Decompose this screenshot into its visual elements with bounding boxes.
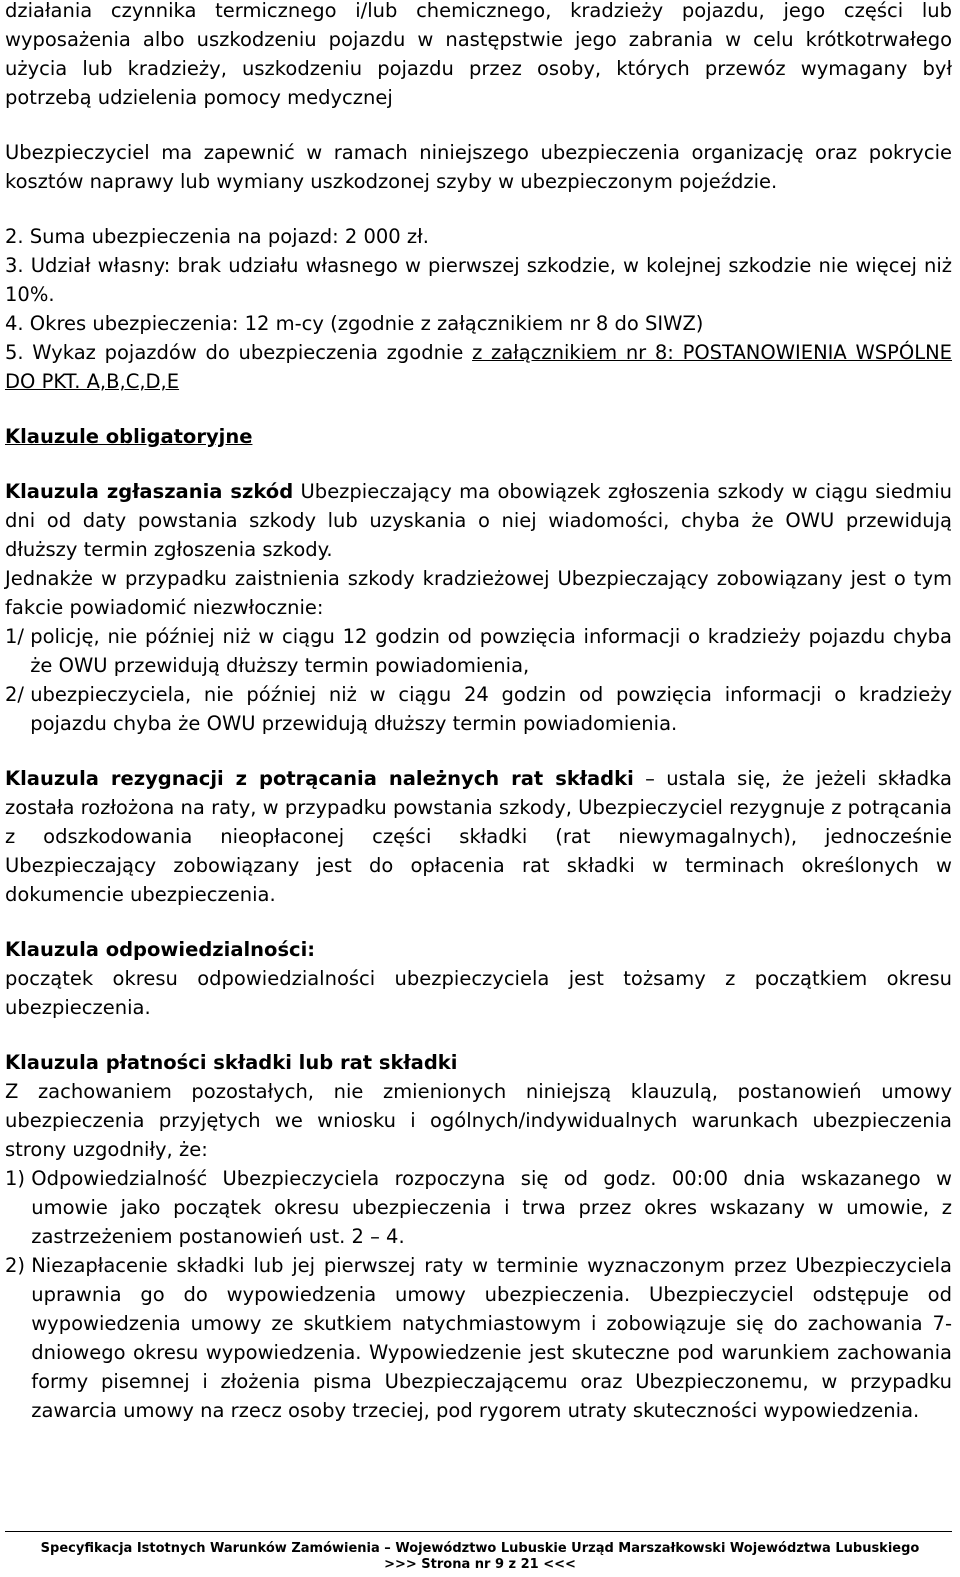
vehicle-list-item	[5, 338, 952, 396]
clause-report-paragraph	[5, 477, 952, 564]
list-text: Odpowiedzialność Ubezpieczyciela rozpoczyna się od godz. 00:00 dnia wskazanego w umowie jako początek okresu ubezpieczenia i trwa przez okres wskazany w umowie, z zastrzeżeniem postanowień ust. 2 – 4.	[31, 1167, 952, 1248]
footer-title: Specyfikacja Istotnych Warunków Zamówienia – Województwo Lubuskie Urząd Marszałkowski Województwa Lubuskiego	[40, 1541, 920, 1556]
payment-item-2	[5, 1251, 952, 1425]
clause-report-text: Ubezpieczający ma obowiązek zgłoszenia szkody w ciągu siedmiu dni od daty powstania szkody lub uzyskania o niej wiadomości, chyba że OWU przewidują dłuższy termin zgłoszenia szkody.	[5, 480, 952, 561]
deductible-item	[5, 251, 952, 309]
clause-payment-title: Klauzula płatności składki lub rat składki	[5, 1051, 458, 1074]
heading-obligatory-clauses: Klauzule obligatoryjne	[5, 425, 253, 448]
spacer	[5, 451, 952, 477]
spacer	[5, 196, 952, 222]
theft-intro: Jednakże w przypadku zaistnienia szkody kradzieżowej Ubezpieczający zobowiązany jest o tym fakcie powiadomić niezwłocznie:	[5, 567, 952, 619]
vehicle-list-prefix: 5. Wykaz pojazdów do ubezpieczenia zgodnie	[5, 341, 473, 364]
list-number: 2/	[5, 683, 31, 706]
insurance-period-item: 4. Okres ubezpieczenia: 12 m-cy (zgodnie z załącznikiem nr 8 do SIWZ)	[5, 312, 704, 335]
clause-installments-paragraph	[5, 764, 952, 909]
clause-installments-text: – ustala się, że jeżeli składka została rozłożona na raty, w przypadku powstania szkody, Ubezpieczyciel rezygnuje z potrącania z odszkodowania nieopłaconej części składki (rat niewymagalnych), jednocześnie Ubezpieczający zobowiązany jest do opłacenia rat składki w terminach określonych w dokumencie ubezpieczenia.	[5, 767, 952, 906]
clause-payment-intro: Z zachowaniem pozostałych, nie zmienionych niniejszą klauzulą, postanowień umowy ubezpieczenia przyjętych we wniosku i ogólnych/indywidualnych warunkach ubezpieczenia strony uzgodniły, że:	[5, 1080, 952, 1161]
clause-installments-title: Klauzula rezygnacji z potrącania należnych rat składki	[5, 767, 634, 790]
footer-divider	[5, 1531, 952, 1532]
list-number: 1/	[5, 625, 31, 648]
theft-notify-item-1	[5, 622, 952, 680]
clause-report-title: Klauzula zgłaszania szkód	[5, 480, 294, 503]
spacer	[5, 738, 952, 764]
payment-item-1	[5, 1164, 952, 1251]
spacer	[5, 112, 952, 138]
document-page	[5, 0, 952, 1425]
clause-liability-title: Klauzula odpowiedzialności:	[5, 938, 316, 961]
theft-notify-item-2	[5, 680, 952, 738]
list-text: policję, nie później niż w ciągu 12 godzin od powzięcia informacji o kradzieży pojazdu chyba że OWU przewidują dłuższy termin powiadomienia,	[30, 625, 952, 677]
spacer	[5, 909, 952, 935]
footer-page-number: >>> Strona nr 9 z 21 <<<	[384, 1557, 576, 1572]
clause-liability-text: początek okresu odpowiedzialności ubezpieczyciela jest tożsamy z początkiem okresu ubezpieczenia.	[5, 967, 952, 1019]
paragraph-glass-coverage: Ubezpieczyciel ma zapewnić w ramach niniejszego ubezpieczenia organizację oraz pokrycie kosztów naprawy lub wymiany uszkodzonej szyby w ubezpieczonym pojeździe.	[5, 141, 952, 193]
list-number: 2)	[5, 1254, 32, 1277]
list-text: Niezapłacenie składki lub jej pierwszej raty w terminie wyznaczonym przez Ubezpieczyciela uprawnia go do wypowiedzenia umowy ubezpieczenia. Ubezpieczyciel odstępuje od wypowiedzenia umowy ze skutkiem natychmiastowym i zobowiązuje się do zachowania 7-dniowego okresu wypowiedzenia. Wypowiedzenie jest skuteczne pod warunkiem zachowania formy pisemnej i złożenia pisma Ubezpieczającemu oraz Ubezpieczonemu, w przypadku zawarcia umowy na rzecz osoby trzeciej, pod rygorem utraty skuteczności wypowiedzenia.	[31, 1254, 952, 1422]
spacer	[5, 396, 952, 422]
paragraph-damage-causes: działania czynnika termicznego i/lub chemicznego, kradzieży pojazdu, jego części lub wyposażenia albo uszkodzeniu pojazdu w następstwie jego zabrania w celu krótkotrwałego użycia lub kradzieży, uszkodzeniu pojazdu przez osoby, których przewóz wymagany był potrzebą udzielenia pomocy medycznej	[5, 0, 952, 109]
list-number: 1)	[5, 1167, 32, 1190]
sum-insured-item: 2. Suma ubezpieczenia na pojazd: 2 000 zł.	[5, 225, 429, 248]
annex-reference-link[interactable]: z załącznikiem nr 8: POSTANOWIENIA WSPÓLNE DO PKT. A,B,C,D,E	[5, 341, 953, 393]
deductible-text: 3. Udział własny: brak udziału własnego w pierwszej szkodzie, w kolejnej szkodzie nie więcej niż 10%.	[5, 254, 952, 306]
spacer	[5, 1022, 952, 1048]
list-text: ubezpieczyciela, nie później niż w ciągu 24 godzin od powzięcia informacji o kradzieży pojazdu chyba że OWU przewidują dłuższy termin powiadomienia.	[30, 683, 952, 735]
